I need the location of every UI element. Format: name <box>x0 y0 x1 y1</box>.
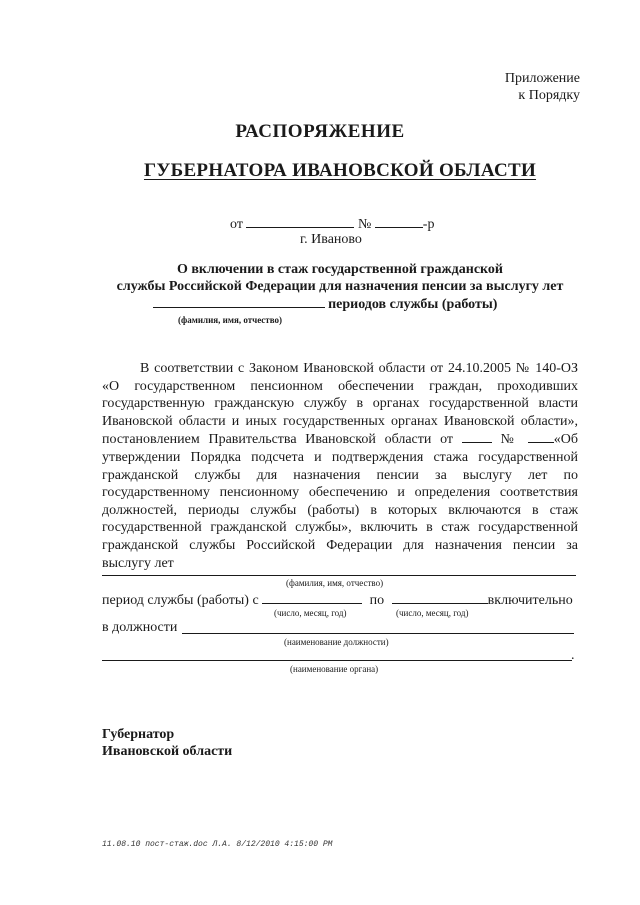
signature-region: Ивановской области <box>102 744 233 759</box>
organ-blank-line[interactable] <box>102 660 572 661</box>
number-sign: № <box>357 217 372 232</box>
organ-hint: (наименование органа) <box>290 664 379 674</box>
date-blank[interactable] <box>246 215 354 228</box>
document-authority: ГУБЕРНАТОРА ИВАНОВСКОЙ ОБЛАСТИ <box>143 160 537 181</box>
number-blank[interactable] <box>375 215 423 228</box>
city: г. Иваново <box>300 232 362 247</box>
organ-line-end: . <box>571 648 575 663</box>
subject-line-3-text: периодов службы (работы) <box>328 297 498 312</box>
period-label: период службы (работы) с <box>102 593 259 608</box>
date-number-line <box>230 215 434 233</box>
end-date-hint: (число, месяц, год) <box>396 608 469 618</box>
appendix-line-2: к Порядку <box>518 88 580 103</box>
signature-block <box>102 726 232 760</box>
position-blank-line[interactable] <box>182 633 574 634</box>
period-end-blank[interactable] <box>392 591 488 604</box>
position-label: в должности <box>102 620 178 635</box>
period-start-blank[interactable] <box>262 591 362 604</box>
position-hint: (наименование должности) <box>284 637 389 647</box>
body-paragraph <box>102 360 578 572</box>
body-text-b: № <box>491 432 528 448</box>
subject-line-2: службы Российской Федерации для назначения пенсии за выслугу лет <box>116 279 564 294</box>
from-label: от <box>230 217 243 232</box>
signature-title: Губернатор <box>102 727 175 742</box>
number-suffix: -р <box>422 217 435 232</box>
subject-heading <box>0 261 640 313</box>
subject-fio-blank[interactable] <box>153 295 325 308</box>
appendix-note <box>505 70 580 104</box>
appendix-line-1: Приложение <box>504 71 580 86</box>
inclusive-label: включительно <box>487 593 573 608</box>
file-footer: 11.08.10 пост-стаж.doc Л.А. 8/12/2010 4:15:00 PM <box>102 840 333 849</box>
period-to-label: по <box>369 593 385 608</box>
decree-date-blank[interactable] <box>462 430 492 443</box>
period-row <box>102 591 573 609</box>
body-text-c: «Об утверждении Порядка подсчета и подтверждения стажа государственной гражданской службы для назначения пенсии за выслугу лет по государственному пенсионному обеспечению и определения соответствия должностей, периоды службы (работы) в которых включаются в стаж государственной гражданской службы», включить в стаж государственной гражданской службы Российской Федерации для назначения пенсии за выслугу лет <box>102 432 579 571</box>
fio-hint: (фамилия, имя, отчество) <box>286 578 384 588</box>
fio-blank-line[interactable] <box>102 575 576 576</box>
position-row <box>102 620 177 636</box>
subject-line-1: О включении в стаж государственной гражданской <box>176 262 503 277</box>
document-title: РАСПОРЯЖЕНИЕ <box>235 121 405 142</box>
body-text-a: В соответствии с Законом Ивановской области от 24.10.2005 № 140-ОЗ «О государственном пенсионном обеспечении граждан, проходивших государственную гражданскую службу в органах государственной власти Ивановской области и иных государственных органах Ивановской области», постановлением Правительства Ивановской области от <box>102 361 578 448</box>
decree-number-blank[interactable] <box>528 430 554 443</box>
start-date-hint: (число, месяц, год) <box>274 608 347 618</box>
subject-line-3 <box>0 295 640 313</box>
subject-fio-hint: (фамилия, имя, отчество) <box>178 315 283 325</box>
